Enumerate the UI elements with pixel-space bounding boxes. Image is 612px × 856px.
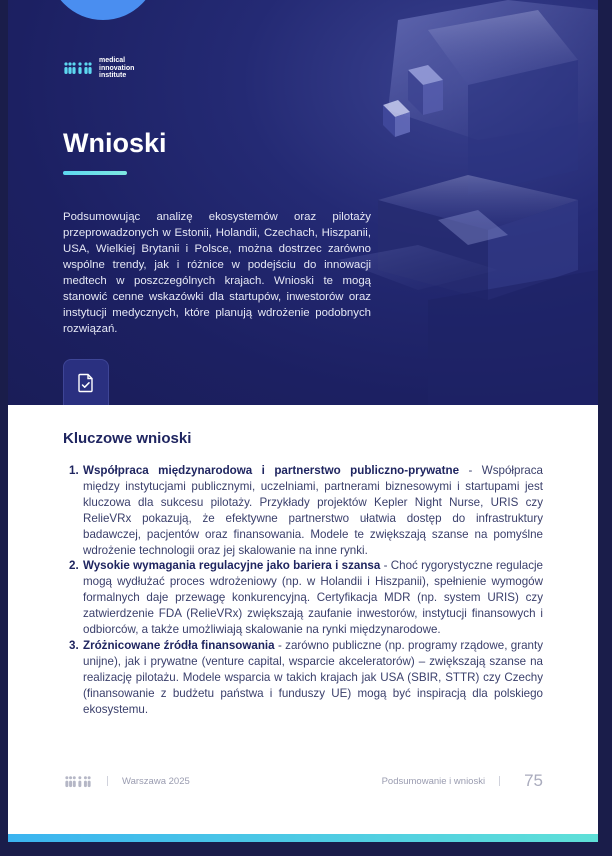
title-underline <box>63 171 127 175</box>
page-footer <box>63 771 543 791</box>
document-check-badge <box>63 359 109 405</box>
footer-divider <box>107 776 108 786</box>
page-title: Wnioski <box>63 128 167 158</box>
list-item-number: 3. <box>69 638 79 652</box>
list-item-number: 2. <box>69 559 79 573</box>
list-item-text: - Choć rygorystyczne regulacje mogą wydłużać proces wdrożeniowy (np. w Holandii i Hiszpanii), spełnienie wymogów formalnych daje przewagę konkurencyjną. Certyfikacja MDR (np. system URIS) czy zatwierdzenie FDA (RelieVRx) zwiększają zaufanie inwestorów, instytucji finansowych i odbiorców, a także umożliwiają skalowanie na rynki międzynarodowe. <box>83 559 544 637</box>
list-item-heading: Wysokie wymagania regulacyjne jako bariera i szansa <box>83 559 381 573</box>
footer-divider <box>499 776 500 786</box>
page-number: 75 <box>524 771 543 790</box>
document-check-icon <box>77 373 95 393</box>
footer-logo-icon <box>63 775 93 788</box>
content-section <box>8 405 598 837</box>
list-item-text: - Współpraca między instytucjami publicznymi, uczelniami, partnerami biznesowymi i startupami jest kluczowa dla sukcesu pilotaży. Przykłady projektów Kepler Night Nurse, URIS czy RelieVRx pokazują, że efektywne partnerstwo ułatwia dostęp do infrastruktury badawczej, pacjentów oraz finansowania. Modele te zwiększają szanse na pomyślne wdrożenie technologii oraz jej skalowanie na inne rynki. <box>83 464 543 557</box>
list-item-text: - zarówno publiczne (np. programy rządowe, granty unijne), jak i prywatne (venture capital, wsparcie akceleratorów) – zwiększają szanse na realizację pilotażu. Modele wsparcia w takich krajach jak USA (SBIR, STTR) czy Czechy (finansowanie z budżetu państwa i funduszy UE) mogą być inspiracją dla polskiego ekosystemu. <box>83 638 543 716</box>
glass-cubes-illustration <box>278 0 598 405</box>
section-title: Kluczowe wnioski <box>63 430 192 447</box>
mii-logo <box>63 57 134 80</box>
list-item-heading: Zróżnicowane źródła finansowania <box>83 638 275 652</box>
conclusions-list <box>63 463 543 718</box>
document-page <box>8 0 598 856</box>
logo-line-2: innovation <box>99 64 135 72</box>
list-item-number: 1. <box>69 464 79 477</box>
logo-text <box>99 57 134 80</box>
intro-paragraph: Podsumowując analizę ekosystemów oraz pilotaży przeprowadzonych w Estonii, Holandii, Czechach, Hiszpanii, USA, Wielkiej Brytanii i Polsce, można dostrzec zarówno wspólne trendy, jak i różnice w podejściu do innowacji medtech w poszczególnych krajach. Wnioski te mogą stanowić cenne wskazówki dla startupów, inwestorów oraz instytucji medycznych, które planują wdrożenie podobnych rozwiązań. <box>63 211 371 335</box>
logo-line-1: medical <box>99 57 126 64</box>
hero-section <box>8 0 598 405</box>
list-item <box>63 463 543 558</box>
list-item <box>63 638 543 718</box>
list-item <box>63 558 543 638</box>
logo-line-3: institute <box>99 72 127 79</box>
decorative-circle <box>48 0 158 20</box>
footer-city-year: Warszawa 2025 <box>122 775 190 787</box>
list-item-heading: Współpraca międzynarodowa i partnerstwo publiczno-prywatne <box>83 464 460 477</box>
page-bottom-edge <box>8 842 598 856</box>
accent-bottom-bar <box>8 834 598 842</box>
footer-chapter: Podsumowanie i wnioski <box>381 775 486 787</box>
mii-logo-mark-icon <box>63 61 93 75</box>
